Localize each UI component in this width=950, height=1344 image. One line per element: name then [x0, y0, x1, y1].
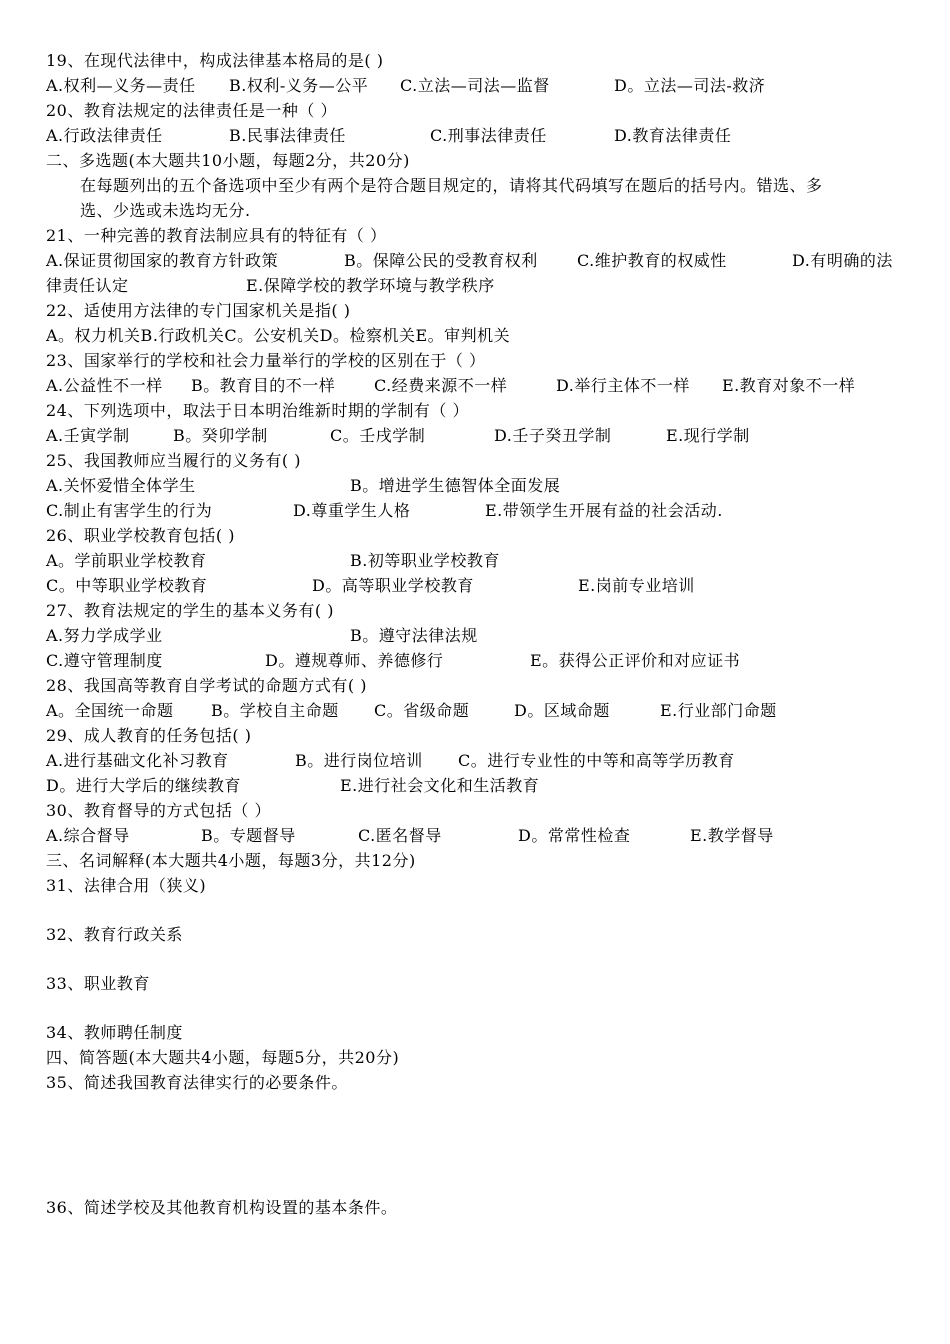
option-text: C。省级命题 — [374, 701, 470, 720]
option-text: E.行业部门命题 — [660, 701, 777, 720]
option-text: C。进行专业性的中等和高等学历教育 — [458, 751, 735, 770]
text-line: 19、在现代法律中，构成法律基本格局的是( ) — [46, 51, 384, 70]
option-text: B.民事法律责任 — [229, 126, 346, 145]
text-line: 四、简答题(本大题共4小题，每题5分，共20分) — [46, 1048, 400, 1067]
text-line: 三、名词解释(本大题共4小题，每题3分，共12分) — [46, 851, 416, 870]
text-line: 27、教育法规定的学生的基本义务有( ) — [46, 601, 334, 620]
text-line: 31、法律合用（狭义) — [46, 876, 207, 895]
option-text: E.教育对象不一样 — [722, 376, 856, 395]
option-text: D。区域命题 — [514, 701, 610, 720]
option-text: C.制止有害学生的行为 — [46, 501, 213, 520]
option-text: A.壬寅学制 — [46, 426, 130, 445]
text-line: 29、成人教育的任务包括( ) — [46, 726, 252, 745]
option-text: C。中等职业学校教育 — [46, 576, 208, 595]
option-text: E.带领学生开展有益的社会活动. — [485, 501, 723, 520]
option-text: D。进行大学后的继续教育 — [46, 776, 241, 795]
option-text: E.进行社会文化和生活教育 — [340, 776, 540, 795]
option-text: D.有明确的法 — [792, 251, 893, 270]
text-line: 22、适使用方法律的专门国家机关是指( ) — [46, 301, 351, 320]
option-text: D.教育法律责任 — [614, 126, 732, 145]
option-text: C.经费来源不一样 — [374, 376, 508, 395]
text-line: 二、多选题(本大题共10小题，每题2分，共20分) — [46, 151, 410, 170]
option-text: B。遵守法律法规 — [350, 626, 478, 645]
option-text: C.匿名督导 — [358, 826, 442, 845]
option-text: E.教学督导 — [690, 826, 774, 845]
text-line: 20、教育法规定的法律责任是一种（ ） — [46, 101, 337, 120]
option-text: D。遵规尊师、养德修行 — [265, 651, 444, 670]
option-text: C.遵守管理制度 — [46, 651, 163, 670]
option-text: B。进行岗位培训 — [295, 751, 423, 770]
option-text: B。癸卯学制 — [173, 426, 268, 445]
text-line: 26、职业学校教育包括( ) — [46, 526, 235, 545]
text-line: 选、少选或未选均无分. — [80, 201, 251, 220]
option-text: A。全国统一命题 — [46, 701, 174, 720]
option-text: B。学校自主命题 — [211, 701, 339, 720]
option-text: D.壬子癸丑学制 — [494, 426, 612, 445]
option-text: D。高等职业学校教育 — [312, 576, 474, 595]
option-text: C。壬戌学制 — [330, 426, 426, 445]
option-text: E.现行学制 — [666, 426, 750, 445]
option-text: B。专题督导 — [201, 826, 296, 845]
text-line: 21、一种完善的教育法制应具有的特征有（ ） — [46, 226, 387, 245]
option-text: C.立法—司法—监督 — [400, 76, 550, 95]
option-text: B。保障公民的受教育权利 — [344, 251, 538, 270]
text-line: 35、简述我国教育法律实行的必要条件。 — [46, 1073, 348, 1092]
text-line: 23、国家举行的学校和社会力量举行的学校的区别在于（ ） — [46, 351, 486, 370]
option-text: A.关怀爱惜全体学生 — [46, 476, 196, 495]
text-line: 28、我国高等教育自学考试的命题方式有( ) — [46, 676, 367, 695]
text-line: 25、我国教师应当履行的义务有( ) — [46, 451, 301, 470]
option-text: D。立法—司法-救济 — [614, 76, 766, 95]
option-text: A.保证贯彻国家的教育方针政策 — [46, 251, 279, 270]
option-text: A.行政法律责任 — [46, 126, 163, 145]
option-text: A。学前职业学校教育 — [46, 551, 207, 570]
text-line: 33、职业教育 — [46, 974, 150, 993]
option-text: A.权利—义务—责任 — [46, 76, 196, 95]
option-text: B.权利-义务—公平 — [229, 76, 369, 95]
option-text: E.岗前专业培训 — [578, 576, 695, 595]
option-text: A.努力学成学业 — [46, 626, 163, 645]
text-line: 24、下列选项中，取法于日本明治维新时期的学制有（ ） — [46, 401, 469, 420]
option-text: D.举行主体不一样 — [556, 376, 690, 395]
option-text: B.初等职业学校教育 — [350, 551, 500, 570]
option-text: 律责任认定 — [46, 276, 129, 295]
option-text: A.综合督导 — [46, 826, 130, 845]
text-line: 32、教育行政关系 — [46, 925, 183, 944]
option-text: A.进行基础文化补习教育 — [46, 751, 229, 770]
text-line: 34、教师聘任制度 — [46, 1023, 183, 1042]
option-text: D.尊重学生人格 — [293, 501, 411, 520]
option-text: C.维护教育的权威性 — [577, 251, 727, 270]
option-text: D。常常性检查 — [518, 826, 631, 845]
option-text: E。获得公正评价和对应证书 — [530, 651, 741, 670]
option-text: B。增进学生德智体全面发展 — [350, 476, 561, 495]
option-text: A.公益性不一样 — [46, 376, 163, 395]
text-line: A。权力机关B.行政机关C。公安机关D。检察机关E。审判机关 — [46, 326, 511, 345]
text-line: 在每题列出的五个备选项中至少有两个是符合题目规定的，请将其代码填写在题后的括号内。错选、多 — [80, 176, 823, 195]
option-text: B。教育目的不一样 — [191, 376, 336, 395]
option-text: E.保障学校的教学环境与教学秩序 — [246, 276, 495, 295]
text-line: 36、简述学校及其他教育机构设置的基本条件。 — [46, 1198, 398, 1217]
text-line: 30、教育督导的方式包括（ ） — [46, 801, 271, 820]
option-text: C.刑事法律责任 — [430, 126, 547, 145]
